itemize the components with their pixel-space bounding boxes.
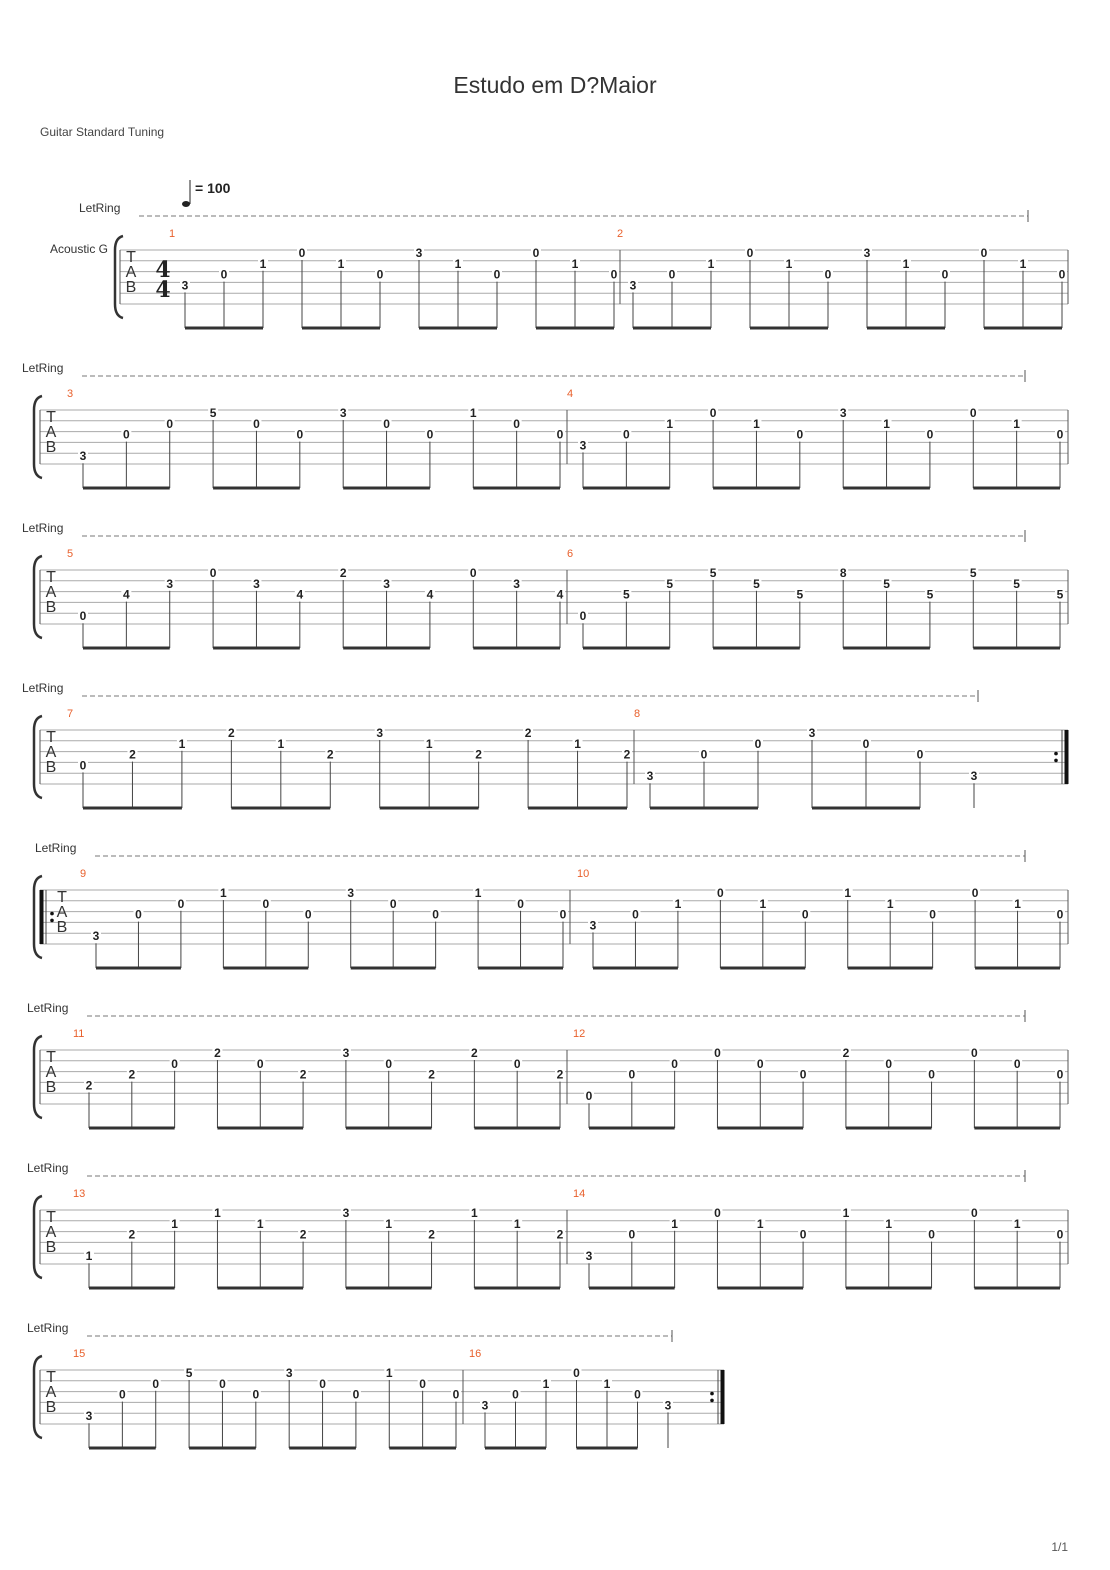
fret-number: 3 <box>629 278 637 293</box>
fret-number: 1 <box>707 256 715 271</box>
fret-number: 3 <box>85 1409 93 1424</box>
fret-number: 1 <box>256 1216 264 1231</box>
fret-number: 0 <box>709 406 717 420</box>
fret-number: 2 <box>128 1067 136 1082</box>
fret-number: 1 <box>85 1249 93 1264</box>
fret-number: 0 <box>928 1067 935 1082</box>
fret-number: 1 <box>454 256 462 271</box>
fret-number: 0 <box>262 896 270 911</box>
fret-number: 1 <box>385 1216 393 1231</box>
fret-number: 0 <box>573 1366 580 1380</box>
let-ring-label: LetRing <box>22 521 64 535</box>
fret-number: 4 <box>296 587 304 602</box>
let-ring-label: LetRing <box>79 201 121 215</box>
fret-number: 0 <box>799 1227 807 1242</box>
fret-number: 1 <box>1013 416 1020 431</box>
fret-number: 0 <box>796 427 804 442</box>
fret-number: 0 <box>628 1067 636 1082</box>
fret-number: 0 <box>623 427 630 442</box>
tab-clef-letter: B <box>125 279 137 296</box>
fret-number: 0 <box>220 267 228 282</box>
let-ring-label: LetRing <box>27 1161 69 1175</box>
tab-clef-letter: B <box>45 1399 57 1416</box>
tab-clef-letter: T <box>46 729 56 746</box>
system-brace <box>34 1356 42 1438</box>
system-brace <box>34 716 42 798</box>
fret-number: 0 <box>980 246 988 260</box>
measure-number: 4 <box>567 388 574 400</box>
fret-number: 1 <box>666 416 674 431</box>
fret-number: 0 <box>971 886 979 900</box>
fret-number: 0 <box>152 1376 160 1391</box>
let-ring-label: LetRing <box>22 681 64 695</box>
fret-number: 0 <box>319 1376 326 1391</box>
fret-number: 1 <box>674 896 682 911</box>
system-brace <box>34 396 42 478</box>
let-ring-label: LetRing <box>35 841 77 855</box>
repeat-dot <box>1054 759 1058 763</box>
tab-clef-letter: T <box>46 409 56 426</box>
tab-clef-letter: A <box>45 1224 57 1241</box>
tab-clef-letter: T <box>46 1369 56 1386</box>
fret-number: 2 <box>299 1067 307 1082</box>
fret-number: 2 <box>475 747 482 762</box>
fret-number: 2 <box>428 1067 435 1082</box>
tab-clef-letter: B <box>45 1239 57 1256</box>
fret-number: 3 <box>415 246 423 260</box>
fret-number: 0 <box>971 1046 978 1060</box>
fret-number: 0 <box>969 406 977 420</box>
measure-number: 6 <box>567 548 574 560</box>
tab-clef-letter: B <box>56 919 68 936</box>
fret-number: 0 <box>916 747 924 762</box>
fret-number: 1 <box>1019 256 1027 271</box>
fret-number: 0 <box>668 267 676 282</box>
repeat-dot <box>50 919 54 923</box>
fret-number: 0 <box>628 1227 636 1242</box>
fret-number: 1 <box>1013 1216 1021 1231</box>
measure-number: 8 <box>634 708 641 720</box>
fret-number: 1 <box>574 736 581 751</box>
fret-number: 0 <box>671 1056 678 1071</box>
fret-number: 1 <box>1014 896 1021 911</box>
fret-number: 1 <box>469 406 477 420</box>
fret-number: 0 <box>1056 1227 1064 1242</box>
fret-number: 0 <box>123 427 130 442</box>
fret-number: 0 <box>79 609 87 624</box>
fret-number: 3 <box>339 406 347 420</box>
fret-number: 3 <box>79 449 87 464</box>
fret-number: 3 <box>342 1046 350 1060</box>
fret-number: 2 <box>623 747 631 762</box>
fret-number: 5 <box>753 576 760 591</box>
instrument-name: Acoustic G <box>50 242 109 256</box>
fret-number: 1 <box>471 1206 478 1220</box>
fret-number: 0 <box>385 1056 393 1071</box>
fret-number: 2 <box>128 1227 136 1242</box>
fret-number: 4 <box>556 587 564 602</box>
fret-number: 0 <box>419 1376 426 1391</box>
repeat-dot <box>710 1399 714 1403</box>
fret-number: 5 <box>623 587 630 602</box>
fret-number: 0 <box>432 907 439 922</box>
fret-number: 3 <box>166 576 174 591</box>
measure-number: 12 <box>573 1028 586 1040</box>
fret-number: 0 <box>754 736 762 751</box>
fret-number: 3 <box>285 1366 293 1380</box>
fret-number: 0 <box>928 1227 935 1242</box>
fret-number: 1 <box>259 256 267 271</box>
fret-number: 1 <box>671 1216 678 1231</box>
repeat-dot <box>710 1392 714 1396</box>
tab-clef-letter: A <box>125 264 137 281</box>
tab-clef-letter: T <box>126 249 136 266</box>
fret-number: 5 <box>209 406 217 420</box>
fret-number: 0 <box>824 267 832 282</box>
fret-number: 1 <box>785 256 793 271</box>
fret-number: 2 <box>339 566 347 580</box>
let-ring-label: LetRing <box>22 361 64 375</box>
tab-clef-letter: B <box>45 1079 57 1096</box>
fret-number: 3 <box>664 1398 672 1413</box>
fret-number: 1 <box>277 736 285 751</box>
fret-number: 5 <box>796 587 804 602</box>
fret-number: 0 <box>746 246 754 260</box>
fret-number: 1 <box>171 1216 178 1231</box>
tab-clef-letter: A <box>45 1064 57 1081</box>
fret-number: 0 <box>632 907 639 922</box>
time-signature-bottom: 4 <box>155 277 171 303</box>
fret-number: 1 <box>883 416 890 431</box>
system-brace <box>34 556 42 638</box>
tab-clef-letter: T <box>46 569 56 586</box>
fret-number: 0 <box>352 1387 360 1402</box>
fret-number: 3 <box>585 1249 593 1264</box>
fret-number: 0 <box>252 1387 260 1402</box>
fret-number: 1 <box>178 736 186 751</box>
fret-number: 2 <box>524 726 532 740</box>
fret-number: 3 <box>347 886 355 900</box>
fret-number: 1 <box>759 896 767 911</box>
tab-clef-letter: A <box>45 1384 57 1401</box>
fret-number: 0 <box>1056 1067 1064 1082</box>
fret-number: 1 <box>885 1216 893 1231</box>
fret-number: 5 <box>1056 587 1064 602</box>
fret-number: 2 <box>428 1227 435 1242</box>
fret-number: 0 <box>634 1387 641 1402</box>
fret-number: 5 <box>666 576 674 591</box>
fret-number: 4 <box>426 587 434 602</box>
measure-number: 7 <box>67 708 74 720</box>
fret-number: 1 <box>753 416 760 431</box>
fret-number: 0 <box>452 1387 460 1402</box>
fret-number: 0 <box>512 1387 519 1402</box>
fret-number: 3 <box>589 918 597 933</box>
let-ring-label: LetRing <box>27 1321 69 1335</box>
fret-number: 0 <box>513 416 520 431</box>
fret-number: 0 <box>714 1046 721 1060</box>
fret-number: 0 <box>135 907 142 922</box>
page-number: 1/1 <box>1051 1540 1068 1554</box>
fret-number: 2 <box>326 747 334 762</box>
fret-number: 0 <box>298 246 306 260</box>
fret-number: 0 <box>885 1056 893 1071</box>
tab-clef-letter: A <box>45 744 57 761</box>
measure-number: 16 <box>469 1348 482 1360</box>
fret-number: 3 <box>383 576 390 591</box>
fret-number: 0 <box>296 427 304 442</box>
fret-number: 3 <box>376 726 384 740</box>
fret-number: 1 <box>542 1376 550 1391</box>
fret-number: 0 <box>717 886 724 900</box>
fret-number: 0 <box>166 416 174 431</box>
measure-number: 9 <box>80 868 87 880</box>
measure-number: 10 <box>577 868 590 880</box>
fret-number: 0 <box>926 427 934 442</box>
tab-clef-letter: B <box>45 759 57 776</box>
fret-number: 0 <box>1013 1056 1021 1071</box>
measure-number: 3 <box>67 388 74 400</box>
tuning-label: Guitar Standard Tuning <box>40 125 165 139</box>
fret-number: 0 <box>929 907 936 922</box>
measure-number: 5 <box>67 548 74 560</box>
fret-number: 1 <box>756 1216 764 1231</box>
fret-number: 0 <box>971 1206 978 1220</box>
system-brace <box>34 1196 42 1278</box>
fret-number: 2 <box>471 1046 478 1060</box>
fret-number: 1 <box>474 886 482 900</box>
fret-number: 0 <box>862 736 870 751</box>
fret-number: 0 <box>389 896 397 911</box>
fret-number: 2 <box>842 1046 850 1060</box>
fret-number: 2 <box>228 726 235 740</box>
tab-clef-letter: T <box>57 889 67 906</box>
fret-number: 3 <box>513 576 520 591</box>
fret-number: 0 <box>253 416 260 431</box>
measure-number: 2 <box>617 228 624 240</box>
tempo-note-head <box>182 201 190 207</box>
time-signature-top: 4 <box>155 257 171 283</box>
tab-clef-letter: T <box>46 1049 56 1066</box>
tempo-marking: = 100 <box>195 180 231 196</box>
fret-number: 1 <box>425 736 433 751</box>
fret-number: 1 <box>337 256 345 271</box>
fret-number: 5 <box>969 566 977 580</box>
let-ring-label: LetRing <box>27 1001 69 1015</box>
fret-number: 0 <box>756 1056 764 1071</box>
fret-number: 0 <box>941 267 949 282</box>
measure-number: 11 <box>73 1028 85 1040</box>
fret-number: 3 <box>481 1398 489 1413</box>
fret-number: 1 <box>220 886 227 900</box>
fret-number: 1 <box>603 1376 611 1391</box>
fret-number: 0 <box>585 1089 593 1104</box>
fret-number: 0 <box>1056 907 1064 922</box>
fret-number: 1 <box>844 886 852 900</box>
fret-number: 2 <box>214 1046 221 1060</box>
fret-number: 0 <box>171 1056 178 1071</box>
fret-number: 0 <box>79 758 87 773</box>
fret-number: 1 <box>886 896 894 911</box>
fret-number: 0 <box>119 1387 126 1402</box>
fret-number: 0 <box>517 896 524 911</box>
fret-number: 3 <box>181 278 189 293</box>
fret-number: 0 <box>556 427 564 442</box>
fret-number: 1 <box>385 1366 393 1380</box>
fret-number: 0 <box>1058 267 1066 282</box>
fret-number: 1 <box>214 1206 221 1220</box>
fret-number: 5 <box>1013 576 1020 591</box>
fret-number: 5 <box>883 576 890 591</box>
fret-number: 0 <box>559 907 567 922</box>
system-brace <box>115 236 123 318</box>
measure-number: 15 <box>73 1348 86 1360</box>
fret-number: 0 <box>1056 427 1064 442</box>
fret-number: 3 <box>92 929 100 944</box>
tab-clef-letter: A <box>45 424 57 441</box>
fret-number: 3 <box>808 726 816 740</box>
fret-number: 0 <box>700 747 708 762</box>
fret-number: 0 <box>376 267 384 282</box>
fret-number: 3 <box>863 246 871 260</box>
tab-clef-letter: A <box>45 584 57 601</box>
fret-number: 2 <box>85 1078 93 1093</box>
fret-number: 0 <box>256 1056 264 1071</box>
fret-number: 2 <box>556 1227 564 1242</box>
fret-number: 0 <box>579 609 587 624</box>
fret-number: 0 <box>714 1206 721 1220</box>
tab-clef-letter: T <box>46 1209 56 1226</box>
fret-number: 0 <box>493 267 501 282</box>
fret-number: 2 <box>129 747 136 762</box>
fret-number: 0 <box>799 1067 807 1082</box>
measure-number: 1 <box>169 228 176 240</box>
fret-number: 0 <box>426 427 434 442</box>
fret-number: 1 <box>571 256 579 271</box>
fret-number: 3 <box>253 576 260 591</box>
fret-number: 0 <box>513 1056 521 1071</box>
repeat-dot <box>1054 752 1058 756</box>
tab-clef-letter: B <box>45 439 57 456</box>
fret-number: 0 <box>801 907 809 922</box>
fret-number: 3 <box>342 1206 350 1220</box>
fret-number: 5 <box>926 587 934 602</box>
system-brace <box>34 1036 42 1118</box>
fret-number: 1 <box>513 1216 521 1231</box>
fret-number: 2 <box>299 1227 307 1242</box>
measure-number: 14 <box>573 1188 586 1200</box>
fret-number: 0 <box>219 1376 226 1391</box>
fret-number: 4 <box>123 587 130 602</box>
tab-clef-letter: B <box>45 599 57 616</box>
fret-number: 2 <box>556 1067 564 1082</box>
fret-number: 0 <box>610 267 618 282</box>
fret-number: 3 <box>970 769 978 784</box>
fret-number: 0 <box>304 907 312 922</box>
repeat-dot <box>50 912 54 916</box>
fret-number: 3 <box>579 438 587 453</box>
fret-number: 5 <box>709 566 717 580</box>
fret-number: 1 <box>902 256 910 271</box>
fret-number: 0 <box>383 416 390 431</box>
fret-number: 3 <box>646 769 654 784</box>
fret-number: 5 <box>185 1366 193 1380</box>
fret-number: 0 <box>532 246 540 260</box>
fret-number: 8 <box>839 566 847 580</box>
fret-number: 0 <box>177 896 185 911</box>
fret-number: 0 <box>209 566 217 580</box>
tab-clef-letter: A <box>56 904 68 921</box>
measure-number: 13 <box>73 1188 86 1200</box>
fret-number: 1 <box>842 1206 850 1220</box>
fret-number: 0 <box>469 566 477 580</box>
score-title: Estudo em D?Maior <box>453 72 657 98</box>
fret-number: 3 <box>839 406 847 420</box>
